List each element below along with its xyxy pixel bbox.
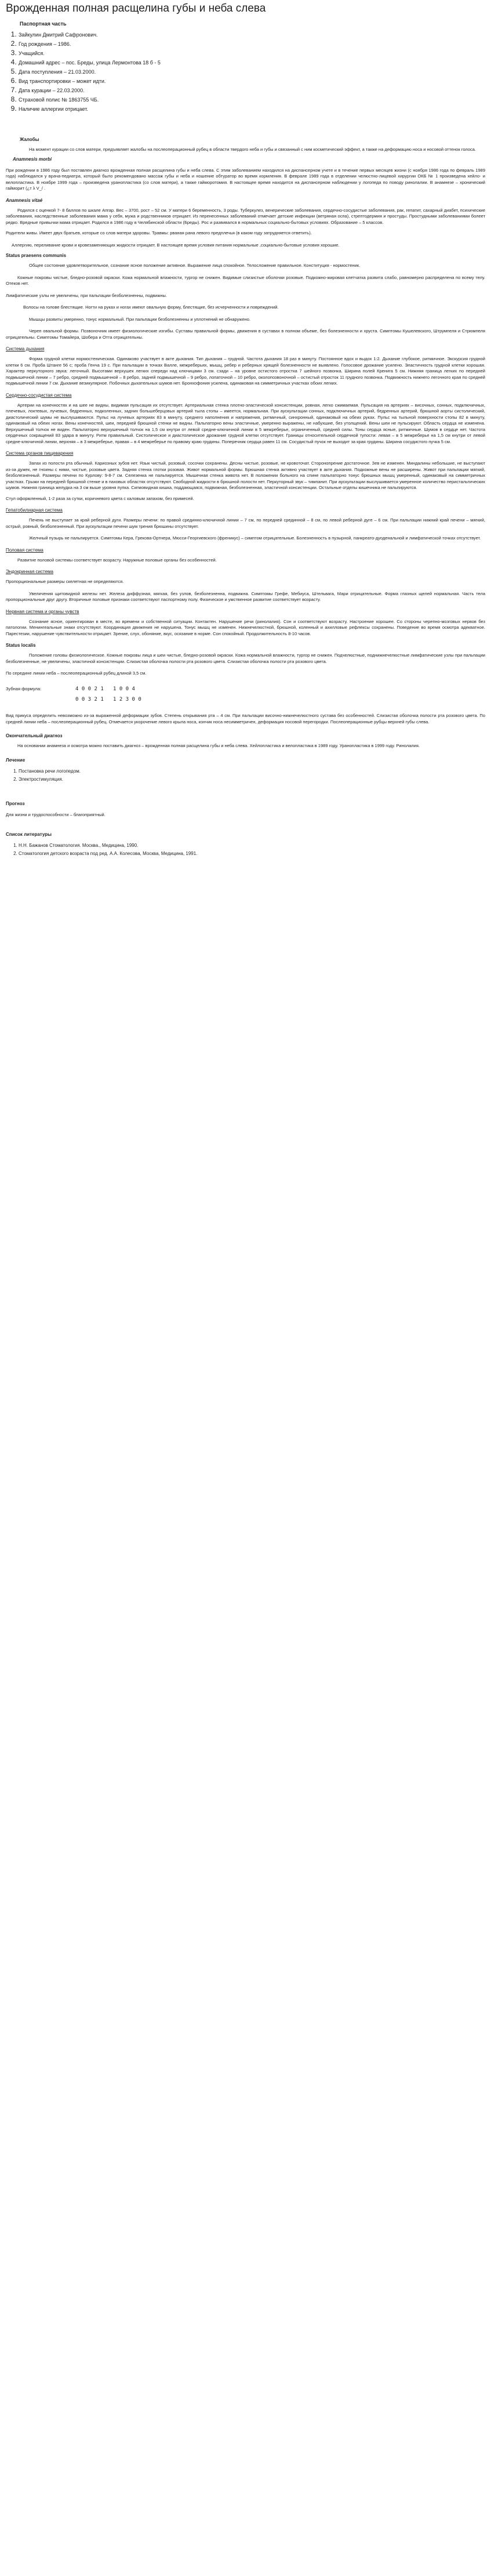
- digestive-p1: Запах из полости рта обычный. Кариозных зубов нет. Язык чистый, розовый, сосочки сохранены. Десны чистые, розовые, не кровоточат. Сторонопрение достаточное. Зев не изменен. Миндалины небольшие, не выступают из-за дужек, не гноины с ними, чистые, розовые цвета. Задняя стенка глотки розовая. Живот нормальной формы. Брюшная стенка активно участвует в акте дыхания. Подкожные вены не расширены. Живот при пальпации мягкий, безболезненный. Размеры печени по Курлову: 9-8-7 см. Селезенка не пальпируется. Мышечная стенка живота нет. В положении больного на спине пальпаторно тонус брюшных мышц умеренный, одинаковый на симметричных участках. Грыжи на передней брюшной стенке и в паховых областях отсутствуют. Свободной жидкости в брюшной полости нет. Перкуторный звук – тимпанит. При аускультации выслушивается умеренное количество перистальтических шумов. Нижняя граница желудка на 3 см выше уровня пупка. Сигмовидная кишка, поддающаяся, подвижная, безболезненная, эластичной консистенции. Остальные отделы кишечника не пальпируются.: [6, 461, 485, 490]
- literature-item: 2. Стоматология детского возраста под ред. А.А. Колесова, Москва, Медицина, 1991.: [19, 850, 485, 858]
- treatment-heading: Лечение: [6, 757, 26, 763]
- status-localis-p1: Положение головы физиологическое. Кожные покровы лица и шеи чистые, бледно-розовой окраски. Кожа нормальной влажности, тургор не снижен. Подчелюстные, поднижнечелюстные лимфатические узлы при пальпации безболезненные, не увеличены, эластичной консистенции. Слизистая оболочка полости рта розового цвета. Слизистая оболочка полости рта розового цвета.: [6, 653, 485, 664]
- respiratory-heading: Система дыхания: [6, 346, 45, 352]
- status-praesens-p4: Волосы на голове блестящие. Ногти на руках и ногах имеют овальную форму, блестящие, без исчерченности и повреждений.: [23, 305, 279, 310]
- passport-item: 1. Зайкулин Дмитрий Сафронович.: [19, 30, 485, 39]
- cardiovascular-heading: Сердечно-сосудистая система: [6, 392, 72, 398]
- complaints-text: На момент курации со слов матери, предъявляет жалобы на послеоперационный рубец в области твердого неба и губы и связанный с ним косметический эффект, а также на деформацию носа и носовой оттенок голоса.: [29, 147, 477, 152]
- passport-item: 3. Учащийся.: [19, 49, 485, 58]
- prognosis-text: Для жизни и трудоспособности – благоприятный.: [6, 811, 106, 817]
- treatment-item: 2. Электростимуляция.: [19, 776, 485, 784]
- status-praesens-p1: Общее состояние удовлетворительное, сознание ясное положение активное. Выражение лица спокойное. Телосложение правильное. Конституция - нормостеник.: [29, 263, 361, 268]
- endocrine-heading: Эндокринная система: [6, 569, 53, 574]
- page-title: Врожденная полная расщелина губы и неба слева: [6, 2, 266, 15]
- dental-formula-label: Зубная формула:: [6, 686, 42, 691]
- passport-item: 6. Вид транспортировки – может идти.: [19, 77, 485, 86]
- complaints-heading: Жалобы: [20, 137, 39, 142]
- status-localis-p2: По середине линии неба – послеоперационный рубец длиной 3,5 см.: [6, 671, 147, 676]
- endocrine-text: Пропорциональные размеры скелетная не определяются.: [6, 579, 124, 584]
- document-page: [0, 0, 491, 858]
- status-praesens-p2: Кожные покровы чистые, бледно-розовой окраски. Кожа нормальной влажности, тургор не снижен. Видимые слизистые оболочки розовые. Подкожно-жировая клетчатка развита слабо, равномерно распределена по всему телу. Отеков нет.: [6, 274, 485, 286]
- anamnesis-vitae-p1: Родился с оценкой 7- 8 баллов по шкале Апгар. Вес – 3700, рост – 52 см. У матери 6 беременность, 3 роды. Туберкулез, венерические заболевания, сердечно-сосудистые заболевания, рак, гепатит, сахарный диабет, психические заболевания, наследственные заболевания мама у себя, мужа и родственников отрицает. Из перенесенных заболеваний отмечает детские инфекции (ветряная оспа), стрептодермия и простуды. Простудными заболеваниями болеет редко. Вредные привычки мама отрицает. Родился в 1986 году в Челябинской области (Бреды). Рос и развивался в нормальных социально-бытовых условиях. Образование – 5 классов.: [6, 207, 485, 225]
- literature-list: [6, 842, 485, 858]
- passport-item: 5. Дата поступления – 21.03.2000.: [19, 67, 485, 77]
- dental-formula-lower: 0 0 3 2 1 1 2 3 0 0: [75, 697, 141, 702]
- dental-formula-lower-row: [6, 697, 485, 702]
- passport-list: [6, 30, 485, 114]
- passport-item: 2. Год рождения – 1986.: [19, 39, 485, 49]
- hepatobiliary-heading: Гепатобилиарная система: [6, 508, 63, 513]
- digestive-heading: Система органов пищеварения: [6, 451, 74, 456]
- respiratory-text: Форма грудной клетки нормостеническая. Одинаково участвует в акте дыхания. Тип дыхания – грудной. Частота дыхания 18 раз в минуту. Постоянное вдох и выдох 1:2. Дыхание глубокое, ритмичное. Экскурсия грудной клетки 6 см. Проба Штанге 56 с; проба Генча 19 с. При пальпации в точках Валле, межреберьях, мышц, ребер и реберных хрящей болезненности не выявлено. Голосовое дрожание усилено. Эластичность грудной клетки хорошая. Характер перкуторного звука: легочный. Высотами верхушек легких спереди над ключицами 3 см. сзади – на уровне остистого отростка 7 шейного позвонка. Ширина полей Кренига 5 см. Нижняя граница легких по передней подмышечной линии – 7 ребро, средней подмышечной – 8 ребро, задней подмышечной – 9 ребро, лопаточной – 10 ребро, околопозвоночной – остистый отросток 11 грудного позвонка. Подвижность нижнего легочного края по средней подмышечной линии 7 см. Дыхание везикулярное. Побочных дыхательных шумов нет. Бронхофония усилена, одинаковая на симметричных участках обоих легких.: [6, 356, 485, 386]
- passport-heading: Паспортная часть: [20, 21, 67, 27]
- anamnesis-vitae-p2: Родители живы. Имеет двух братьев, которые со слов матери здоровы. Травмы: рваная рана левого предплечья (в каком году затрудняется ответить).: [6, 230, 312, 236]
- reproductive-heading: Половая система: [6, 547, 43, 553]
- reproductive-text: Развитие половой системы соответствует возрасту. Наружные половые органы без особенностей.: [17, 557, 217, 563]
- anamnesis-morbi-text: При рождении в 1986 году был поставлен диагноз врожденная полная расщелина губы и неба слева. С этим заболеванием находился на диспансерном учете и в течение первых месяцев жизни (с ноября 1986 года по февраль 1989 года) наблюдался у врача-педиатра, который было рекомендовано массаж губы и неба и ношение обтуратор во время кормления. В феврале 1989 года в отделении челюстно-лицевой хирургии ОКБ № 1 произведена хейло- и велопластика. В ноябре 1999 года – произведена уранопластика (со слов матери), а также гайморотомия. В настоящее время находится на диспансерном наблюдении у логопеда по поводу ринолалии. В анамнезе – хронический гайморит (¿т λ V_/ .: [6, 167, 485, 191]
- status-praesens-p6: Череп овальной формы. Позвоночник имеет физиологические изгибы. Суставы правильной формы, движения в суставах в полном объеме, без болезненности и хруста. Симптомы Кушелевского, Штрумпеля и Стрюмпеля отрицательны. Симптомы Томайера, Шобера и Отта отрицательны.: [6, 328, 485, 340]
- passport-item: 9. Наличие аллергии отрицает.: [19, 104, 485, 114]
- status-praesens-heading: Status praesens communis: [6, 253, 67, 258]
- anamnesis-morbi-heading: Anamnesis morbi: [13, 156, 52, 162]
- dental-formula-upper: 4 0 0 2 1 1 0 0 4: [75, 686, 135, 692]
- nervous-heading: Нервная система и органы чувств: [6, 608, 79, 614]
- status-praesens-p5: Мышцы развиты умеренно, тонус нормальный. При пальпации безболезненны и уплотнений не обнаружено.: [29, 316, 251, 322]
- final-diagnosis-heading: Окончательный диагноз: [6, 733, 63, 738]
- anamnesis-vitae-p3: Аллергию, переливание крови и кровезаменяющих жидкости отрицает. В настоящее время условия питания нормальные ,социально-бытовые условия хорошие.: [12, 242, 340, 248]
- final-diagnosis-text: На основании анамнеза и осмотра можно поставить диагноз – врожденная полная расщелина губы и неба слева. Хейлопластика и велопластика в 1989 году. Уранопластика в 1999 году. Ринолалия.: [17, 743, 420, 748]
- treatment-item: 1. Постановка речи логопедом.: [19, 767, 485, 776]
- hepatobiliary-p2: Желчный пузырь не пальпируется. Симптомы Керa, Грекова-Ортнера, Мюсси-Георгиевского (френикус) – симптом отрицательные. Болезненность в пузырной, панкреато-дуоденальной и лимфатической точках отсутствует.: [29, 535, 481, 541]
- literature-heading: Список литературы: [6, 832, 52, 837]
- anamnesis-vitae-heading: Anamnesis vitaé: [6, 197, 43, 203]
- status-praesens-p3: Лимфатические узлы не увеличены, при пальпации безболезненны, подвижны.: [6, 292, 168, 298]
- passport-item: 8. Страховой полис № 1863755 ЧБ.: [19, 95, 485, 104]
- digestive-p2: Стул оформленный, 1-2 раза за сутки, коричневого цвета с каловым запахом, без примесей.: [6, 495, 194, 501]
- cardiovascular-text: Артерии на конечностях и на шее не видны, видимая пульсация их отсутствует. Артериальная стенка плотно-эластической консистенции, ровная, легко сжимаемая. Пульсация на артериях – височных, сонных, подключичных, плечевых, локтевых, лучевых, бедренных, подколенных, задних большеберцовых артерий тыла стопы – имеется, нормальная. При аускультации сонных, подключичных артерий, бедренных артерий, брюшной аорты систолический, диастолический шумы не выслушиваются. Пульс на лучевых артериях 83 в минуту, среднего наполнения и напряжения, ритмичный, синхронный, одинаковый на обеих руках. Пульс на тыльной поверхности стопы 82 в минуту, одинаковый на обеих ногах. Вены конечностей, шеи, передней брюшной стенки не видны. Пальпаторно вены эластичные, умеренно выражены, не набухшие, без утолщений. Вены шеи не пульсируют. Область сердца не изменена. Верхушечный толчок не виден. Пальпаторно верхушечный толчок на 1,5 см кнутри от левой средне-ключичной линии в 5 межреберье, ограниченный, средней силы. Тоны сердца ясные, ритмичные. Шумов в сердце нет. Частота сердечных сокращений 83 удара в минуту. Ритм правильный. Систолическое и диастолическое дрожание грудной клетки отсутствует. Границы относительной сердечной тупости: левая – в 5 межреберье на 1,5 см кнутри от левой средне-ключичной линии, верхняя – в 3 межреберье, правая – в 4 межреберье по правому краю грудины. Поперечник сердца равен 11 см. Сосудистый пучок не выходит за края грудины. Ширина сосудистого пучка 5 см.: [6, 402, 485, 444]
- passport-item: 4. Домашний адрес – пос. Бреды, улица Лермонтова 18 б - 5: [19, 58, 485, 67]
- dental-formula: [6, 686, 485, 693]
- status-localis-heading: Status localis: [6, 643, 36, 648]
- dental-formula-spacer: [6, 697, 75, 702]
- nervous-text: Сознание ясное, ориентирован в месте, во времени и собственной ситуации. Контактен. Нарушение речи (ринолалия). Сон и соответствуют возрасту. Настроение хорошее. Со стороны черепно-мозговых нервов без патологии. Менингеальные знаки отсутствуют. Координация движения не нарушена. Тонус мышц не изменен. Нижнечелюстной, брюшной, коленный и ахилловые рефлексы сохранены. Поведение во время осмотра адекватное. Парестезии, нарушение чувствительности отрицает. Зрение, слух, обоняние, вкус, осязание в норме. Сон спокойный. Продолжительность 8-10 часов.: [6, 618, 485, 636]
- prognosis-heading: Прогноз: [6, 800, 25, 806]
- literature-item: 1. Н.Н. Бажанов Стоматология. Москва., Медицина, 1990.: [19, 842, 485, 850]
- treatment-list: [6, 767, 485, 784]
- passport-item: 7. Дата курации – 22.03.2000.: [19, 86, 485, 95]
- hepatobiliary-p1: Печень не выступает за край реберной дуги. Размеры печени: по правой срединно-ключичной линии – 7 см, по передней срединной – 8 см, по левой реберной дуге – 6 см. При пальпации нижний край печени – мягкий, острый, ровный, безболезненный. При аускультации печени шум трения брюшины отсутствует.: [6, 517, 485, 529]
- status-localis-p3: Вид прикуса определить невозможно из-за выраженной деформации зубов. Степень открывания рта – 4 см. При пальпации височно-нижнечелюстного сустава без особенностей. Слизистая оболочка полости рта розового цвета. По средней линии неба – послеоперационный рубец. Отмечается укорочение левого крыла носа, кончик носа несимметричен, деформация носовой перегородки. Послеоперационные рубцы верхней губы слева.: [6, 713, 485, 724]
- endocrine-p2: Увеличения щитовидной железы нет. Железа диффузная, мягкая, без узлов, безболезненна, подвижна. Симптомы Грефе, Мебиуса, Штельвага, Мари отрицательные. Форма глазных щелей нормальная. Часть тела пропорциональные друг другу. Вторичные половые признаки соответствуют паспортному полу. Физическое и умственное развитие соответствует возрасту.: [6, 590, 485, 602]
